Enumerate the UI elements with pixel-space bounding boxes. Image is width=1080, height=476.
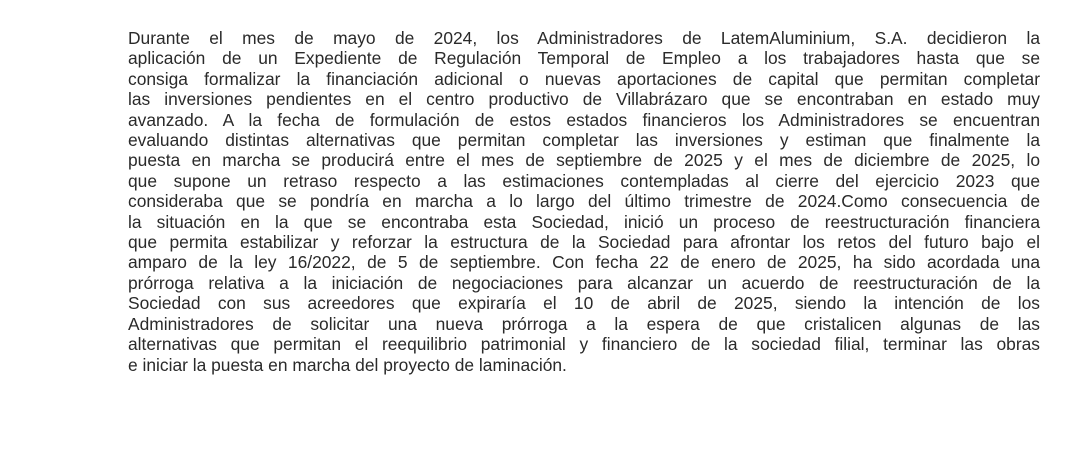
- paragraph-line-8: que supone un retraso respecto a las estimaciones contempladas al cierre del ejercicio 2023 que: [128, 170, 1040, 191]
- paragraph-line-9: consideraba que se pondría en marcha a lo largo del último trimestre de 2024.Como consecuencia de: [128, 191, 1040, 212]
- paragraph-line-15: Administradores de solicitar una nueva prórroga a la espera de que cristalicen algunas de las: [128, 313, 1040, 334]
- paragraph-line-13: prórroga relativa a la iniciación de negociaciones para alcanzar un acuerdo de reestructuración de la: [128, 272, 1040, 293]
- paragraph-line-11: que permita estabilizar y reforzar la estructura de la Sociedad para afrontar los retos del futuro bajo el: [128, 232, 1040, 253]
- paragraph-line-4: las inversiones pendientes en el centro productivo de Villabrázaro que se encontraban en estado muy: [128, 89, 1040, 110]
- paragraph-line-14: Sociedad con sus acreedores que expiraría el 10 de abril de 2025, siendo la intención de los: [128, 293, 1040, 314]
- paragraph-line-3: consiga formalizar la financiación adicional o nuevas aportaciones de capital que permitan completar: [128, 68, 1040, 89]
- paragraph-line-17: e iniciar la puesta en marcha del proyecto de laminación.: [128, 354, 567, 375]
- paragraph-line-12: amparo de la ley 16/2022, de 5 de septiembre. Con fecha 22 de enero de 2025, ha sido acordada una: [128, 252, 1040, 273]
- paragraph-line-2: aplicación de un Expediente de Regulación Temporal de Empleo a los trabajadores hasta que se: [128, 48, 1040, 69]
- paragraph-line-5: avanzado. A la fecha de formulación de estos estados financieros los Administradores se encuentran: [128, 109, 1040, 130]
- paragraph-line-1: Durante el mes de mayo de 2024, los Administradores de LatemAluminium, S.A. decidieron la: [128, 28, 1040, 48]
- body-paragraph: [128, 28, 1040, 375]
- paragraph-line-6: evaluando distintas alternativas que permitan completar las inversiones y estiman que finalmente la: [128, 130, 1040, 151]
- paragraph-line-10: la situación en la que se encontraba esta Sociedad, inició un proceso de reestructuración financiera: [128, 211, 1040, 232]
- paragraph-line-16: alternativas que permitan el reequilibrio patrimonial y financiero de la sociedad filial, terminar las obras: [128, 334, 1040, 355]
- paragraph-line-7: puesta en marcha se producirá entre el mes de septiembre de 2025 y el mes de diciembre de 2025, lo: [128, 150, 1040, 171]
